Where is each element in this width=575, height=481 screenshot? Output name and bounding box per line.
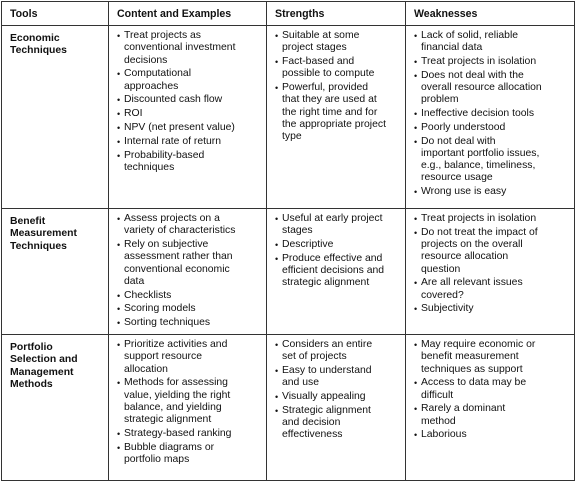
list-item-line: resource usage	[421, 172, 493, 184]
list-item-line: that they are used at	[282, 94, 377, 106]
list-item	[117, 213, 262, 237]
list-item-line: • Poorly understood	[421, 122, 506, 133]
list-item-line: • Visually appealing	[282, 391, 366, 403]
list-item-line: strategic alignment	[124, 414, 212, 426]
list-item-line: • Prioritize activities and	[124, 339, 228, 351]
list-item-line: • May require economic or	[421, 339, 536, 351]
list-item-line: variety of characteristics	[124, 225, 236, 237]
weaknesses-cell	[406, 26, 575, 209]
list-item-line: • Do not treat the impact of	[421, 227, 538, 238]
strengths-cell	[267, 335, 406, 481]
list-item-line: • Sorting techniques	[124, 317, 211, 329]
list-item-line: • Lack of solid, reliable	[421, 30, 519, 42]
list-item	[414, 108, 570, 120]
list-item	[117, 108, 262, 120]
list-item-line: the appropriate project	[282, 118, 386, 130]
list-item-line: financial data	[421, 42, 483, 54]
list-item-line: • Considers an entire	[282, 339, 373, 351]
strengths-cell	[267, 26, 406, 209]
list-item-line: techniques as support	[421, 363, 523, 375]
list-item-line: • Treat projects as	[124, 30, 201, 42]
tool-name-line: Techniques	[10, 240, 67, 252]
list-item-line: set of projects	[282, 351, 347, 363]
list-item-line: • Fact-based and	[282, 56, 355, 68]
list-item-line: • Rarely a dominant	[421, 403, 506, 415]
list-item-line: possible to compute	[282, 68, 375, 80]
list-item	[117, 339, 262, 376]
list-item-line: strategic alignment	[282, 277, 370, 289]
weaknesses-cell	[406, 209, 575, 335]
list-item-line: • Wrong use is easy	[421, 186, 507, 198]
list-item-line: assessment rather than	[124, 251, 233, 263]
list-item	[414, 377, 570, 401]
content-cell	[109, 335, 267, 481]
list-item-line: portfolio maps	[124, 453, 190, 465]
list-item-line: conventional economic	[124, 263, 230, 275]
list-item	[117, 303, 262, 315]
list-item-line: • Are all relevant issues	[421, 277, 523, 289]
strengths-cell	[267, 209, 406, 335]
header-strengths: Strengths	[267, 2, 406, 26]
tool-name-line: Management	[10, 366, 74, 378]
list-item	[117, 122, 262, 134]
list-item	[414, 303, 570, 315]
list-item-line: balance, and yielding	[124, 401, 222, 413]
header-content: Content and Examples	[109, 2, 267, 26]
list-item-line: • Methods for assessing	[124, 377, 228, 389]
list-item-line: approaches	[124, 80, 179, 92]
list-item-line: • Suitable at some	[282, 30, 360, 42]
list-item-line: conventional investment	[124, 42, 236, 54]
list-item	[117, 290, 262, 302]
tool-name	[2, 209, 109, 335]
list-item	[414, 70, 570, 107]
list-item	[414, 213, 570, 225]
tool-name	[2, 26, 109, 209]
header-weaknesses: Weaknesses	[406, 2, 575, 26]
list-item-line: • ROI	[124, 108, 143, 120]
list-item-line: • Easy to understand	[282, 365, 372, 377]
list-item	[275, 30, 401, 54]
list-item-line: • Strategy-based ranking	[124, 427, 232, 439]
list-item-line: • Probability-based	[124, 149, 205, 161]
header-tools: Tools	[2, 2, 109, 26]
content-list	[117, 213, 262, 329]
tool-name-line: Measurement	[10, 228, 77, 240]
list-item	[414, 227, 570, 276]
list-item-line: difficult	[421, 389, 454, 401]
list-item	[117, 150, 262, 174]
list-item-line: • Checklists	[124, 289, 172, 301]
list-item	[275, 391, 401, 403]
list-item	[117, 239, 262, 288]
list-item-line: • Scoring models	[124, 303, 196, 315]
tool-name-line: Selection and	[10, 354, 78, 366]
list-item-line: techniques	[124, 161, 175, 173]
list-item	[117, 317, 262, 329]
content-cell	[109, 209, 267, 335]
list-item-line: question	[421, 263, 461, 275]
list-item-line: • Computational	[124, 68, 192, 80]
list-item	[414, 56, 570, 68]
list-item-line: allocation	[124, 363, 168, 375]
list-item-line: project stages	[282, 42, 347, 54]
list-item-line: • Subjectivity	[421, 303, 474, 315]
list-item-line: • Treat projects in isolation	[421, 213, 537, 225]
content-list	[117, 339, 262, 466]
header-row	[2, 2, 575, 26]
list-item-line: method	[421, 415, 456, 427]
list-item	[414, 30, 570, 54]
list-item-line: support resource	[124, 351, 202, 363]
list-item	[117, 136, 262, 148]
content-cell	[109, 26, 267, 209]
list-item	[117, 377, 262, 426]
list-item	[414, 403, 570, 427]
tools-comparison-table	[1, 1, 575, 481]
list-item-line: • Ineffective decision tools	[421, 108, 535, 120]
strengths-list	[275, 213, 401, 289]
list-item	[275, 405, 401, 442]
list-item-line: • Descriptive	[282, 239, 334, 251]
list-item	[275, 253, 401, 290]
tool-name-line: Benefit	[10, 216, 46, 228]
list-item	[275, 213, 401, 237]
list-item-line: problem	[421, 94, 459, 106]
list-item	[117, 94, 262, 106]
strengths-list	[275, 339, 401, 441]
weaknesses-cell	[406, 335, 575, 481]
list-item	[414, 339, 570, 376]
list-item-line: • Useful at early project	[282, 213, 383, 225]
tool-name	[2, 335, 109, 481]
list-item-line: effectiveness	[282, 429, 343, 441]
list-item-line: benefit measurement	[421, 351, 519, 363]
list-item	[275, 365, 401, 389]
list-item	[414, 277, 570, 301]
list-item	[414, 136, 570, 185]
list-item-line: stages	[282, 225, 313, 237]
list-item-line: • Powerful, provided	[282, 82, 369, 94]
list-item-line: type	[282, 131, 302, 143]
list-item	[414, 122, 570, 134]
list-item-line: overall resource allocation	[421, 82, 542, 94]
row-portfolio-selection-methods	[2, 335, 575, 481]
list-item-line: • Strategic alignment	[282, 405, 371, 416]
list-item-line: • Assess projects on a	[124, 213, 220, 225]
tool-name-line: Portfolio	[10, 342, 53, 354]
row-economic-techniques	[2, 26, 575, 209]
list-item-line: • Laborious	[421, 429, 467, 441]
list-item-line: • Rely on subjective	[124, 239, 209, 251]
list-item	[275, 82, 401, 143]
list-item-line: efficient decisions and	[282, 265, 385, 277]
list-item	[275, 339, 401, 363]
list-item-line: projects on the overall	[421, 239, 523, 251]
list-item-line: important portfolio issues,	[421, 148, 540, 159]
tool-name-line: Methods	[10, 378, 53, 390]
list-item-line: • Do not deal with	[421, 135, 496, 147]
list-item-line: covered?	[421, 289, 464, 301]
list-item	[117, 68, 262, 92]
list-item-line: • Internal rate of return	[124, 135, 222, 147]
strengths-list	[275, 30, 401, 143]
list-item-line: • NPV (net present value)	[124, 122, 235, 133]
list-item	[414, 429, 570, 441]
list-item-line: • Access to data may be	[421, 377, 527, 389]
list-item	[275, 56, 401, 80]
weaknesses-list	[414, 339, 570, 441]
list-item-line: • Discounted cash flow	[124, 94, 223, 106]
list-item-line: value, yielding the right	[124, 389, 231, 401]
list-item-line: data	[124, 275, 145, 287]
tool-name-line: Techniques	[10, 45, 67, 57]
weaknesses-list	[414, 30, 570, 198]
list-item-line: • Does not deal with the	[421, 70, 524, 81]
list-item	[117, 442, 262, 466]
list-item-line: • Bubble diagrams or	[124, 441, 215, 453]
list-item-line: the right time and for	[282, 106, 378, 118]
list-item	[414, 186, 570, 198]
row-benefit-measurement-techniques	[2, 209, 575, 335]
list-item-line: resource allocation	[421, 251, 509, 263]
list-item-line: • Treat projects in isolation	[421, 56, 537, 68]
weaknesses-list	[414, 213, 570, 315]
list-item	[275, 239, 401, 251]
list-item-line: • Produce effective and	[282, 253, 383, 264]
list-item-line: and decision	[282, 417, 341, 429]
content-list	[117, 30, 262, 174]
list-item-line: e.g., balance, timeliness,	[421, 160, 536, 172]
tool-name-line: Economic	[10, 33, 60, 45]
list-item-line: and use	[282, 377, 319, 389]
list-item-line: decisions	[124, 54, 168, 66]
list-item	[117, 428, 262, 440]
list-item	[117, 30, 262, 67]
